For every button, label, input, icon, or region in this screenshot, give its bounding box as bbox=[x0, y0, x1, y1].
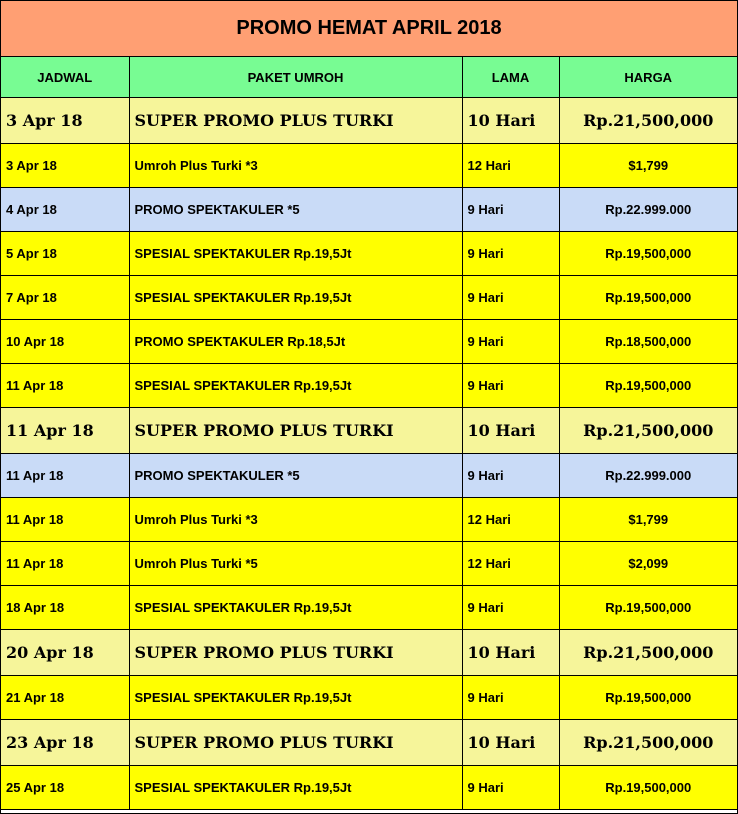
cell-lama: 12 Hari bbox=[462, 542, 559, 586]
cell-harga: $2,099 bbox=[559, 542, 737, 586]
table-row bbox=[1, 676, 737, 720]
cell-harga: $1,799 bbox=[559, 144, 737, 188]
cell-paket: SPESIAL SPEKTAKULER Rp.19,5Jt bbox=[129, 586, 462, 630]
cell-jadwal: 20 Apr 18 bbox=[1, 630, 129, 676]
cell-paket: SPESIAL SPEKTAKULER Rp.19,5Jt bbox=[129, 232, 462, 276]
table-row bbox=[1, 454, 737, 498]
header-jadwal: JADWAL bbox=[1, 57, 129, 98]
cell-paket: SUPER PROMO PLUS TURKI bbox=[129, 98, 462, 144]
schedule-table bbox=[1, 57, 737, 810]
cell-paket: SUPER PROMO PLUS TURKI bbox=[129, 720, 462, 766]
cell-harga: $1,799 bbox=[559, 498, 737, 542]
cell-jadwal: 11 Apr 18 bbox=[1, 498, 129, 542]
cell-harga: Rp.19,500,000 bbox=[559, 586, 737, 630]
cell-paket: SUPER PROMO PLUS TURKI bbox=[129, 408, 462, 454]
cell-jadwal: 7 Apr 18 bbox=[1, 276, 129, 320]
cell-jadwal: 3 Apr 18 bbox=[1, 144, 129, 188]
cell-lama: 10 Hari bbox=[462, 720, 559, 766]
cell-jadwal: 5 Apr 18 bbox=[1, 232, 129, 276]
cell-paket: Umroh Plus Turki *5 bbox=[129, 542, 462, 586]
table-row bbox=[1, 98, 737, 144]
cell-lama: 9 Hari bbox=[462, 766, 559, 810]
cell-jadwal: 11 Apr 18 bbox=[1, 364, 129, 408]
cell-lama: 9 Hari bbox=[462, 320, 559, 364]
cell-jadwal: 11 Apr 18 bbox=[1, 454, 129, 498]
cell-paket: PROMO SPEKTAKULER *5 bbox=[129, 188, 462, 232]
cell-lama: 9 Hari bbox=[462, 276, 559, 320]
table-row bbox=[1, 320, 737, 364]
table-row bbox=[1, 408, 737, 454]
cell-jadwal: 4 Apr 18 bbox=[1, 188, 129, 232]
cell-harga: Rp.19,500,000 bbox=[559, 676, 737, 720]
cell-jadwal: 25 Apr 18 bbox=[1, 766, 129, 810]
cell-lama: 10 Hari bbox=[462, 630, 559, 676]
cell-harga: Rp.19,500,000 bbox=[559, 232, 737, 276]
cell-jadwal: 23 Apr 18 bbox=[1, 720, 129, 766]
cell-paket: SPESIAL SPEKTAKULER Rp.19,5Jt bbox=[129, 276, 462, 320]
cell-jadwal: 18 Apr 18 bbox=[1, 586, 129, 630]
cell-harga: Rp.22.999.000 bbox=[559, 454, 737, 498]
cell-paket: SPESIAL SPEKTAKULER Rp.19,5Jt bbox=[129, 364, 462, 408]
cell-harga: Rp.19,500,000 bbox=[559, 766, 737, 810]
header-harga: HARGA bbox=[559, 57, 737, 98]
cell-lama: 9 Hari bbox=[462, 188, 559, 232]
cell-harga: Rp.18,500,000 bbox=[559, 320, 737, 364]
table-row bbox=[1, 542, 737, 586]
cell-lama: 9 Hari bbox=[462, 454, 559, 498]
cell-lama: 9 Hari bbox=[462, 232, 559, 276]
cell-lama: 10 Hari bbox=[462, 98, 559, 144]
cell-jadwal: 3 Apr 18 bbox=[1, 98, 129, 144]
cell-paket: SPESIAL SPEKTAKULER Rp.19,5Jt bbox=[129, 766, 462, 810]
cell-lama: 9 Hari bbox=[462, 676, 559, 720]
cell-paket: Umroh Plus Turki *3 bbox=[129, 144, 462, 188]
cell-harga: Rp.21,500,000 bbox=[559, 630, 737, 676]
cell-jadwal: 10 Apr 18 bbox=[1, 320, 129, 364]
cell-harga: Rp.21,500,000 bbox=[559, 98, 737, 144]
table-row bbox=[1, 720, 737, 766]
cell-lama: 12 Hari bbox=[462, 144, 559, 188]
cell-lama: 9 Hari bbox=[462, 364, 559, 408]
header-paket: PAKET UMROH bbox=[129, 57, 462, 98]
cell-paket: PROMO SPEKTAKULER Rp.18,5Jt bbox=[129, 320, 462, 364]
cell-harga: Rp.21,500,000 bbox=[559, 408, 737, 454]
cell-lama: 9 Hari bbox=[462, 586, 559, 630]
table-row bbox=[1, 766, 737, 810]
cell-jadwal: 11 Apr 18 bbox=[1, 542, 129, 586]
cell-harga: Rp.21,500,000 bbox=[559, 720, 737, 766]
cell-jadwal: 11 Apr 18 bbox=[1, 408, 129, 454]
cell-paket: Umroh Plus Turki *3 bbox=[129, 498, 462, 542]
table-row bbox=[1, 630, 737, 676]
cell-paket: SUPER PROMO PLUS TURKI bbox=[129, 630, 462, 676]
table-row bbox=[1, 144, 737, 188]
cell-paket: PROMO SPEKTAKULER *5 bbox=[129, 454, 462, 498]
cell-harga: Rp.19,500,000 bbox=[559, 364, 737, 408]
cell-lama: 10 Hari bbox=[462, 408, 559, 454]
cell-jadwal: 21 Apr 18 bbox=[1, 676, 129, 720]
cell-paket: SPESIAL SPEKTAKULER Rp.19,5Jt bbox=[129, 676, 462, 720]
table-row bbox=[1, 188, 737, 232]
table-row bbox=[1, 586, 737, 630]
table-row bbox=[1, 276, 737, 320]
table-header-row bbox=[1, 57, 737, 98]
page-title: PROMO HEMAT APRIL 2018 bbox=[1, 1, 737, 57]
table-row bbox=[1, 364, 737, 408]
cell-harga: Rp.19,500,000 bbox=[559, 276, 737, 320]
cell-lama: 12 Hari bbox=[462, 498, 559, 542]
header-lama: LAMA bbox=[462, 57, 559, 98]
cell-harga: Rp.22.999.000 bbox=[559, 188, 737, 232]
table-row bbox=[1, 498, 737, 542]
table-row bbox=[1, 232, 737, 276]
